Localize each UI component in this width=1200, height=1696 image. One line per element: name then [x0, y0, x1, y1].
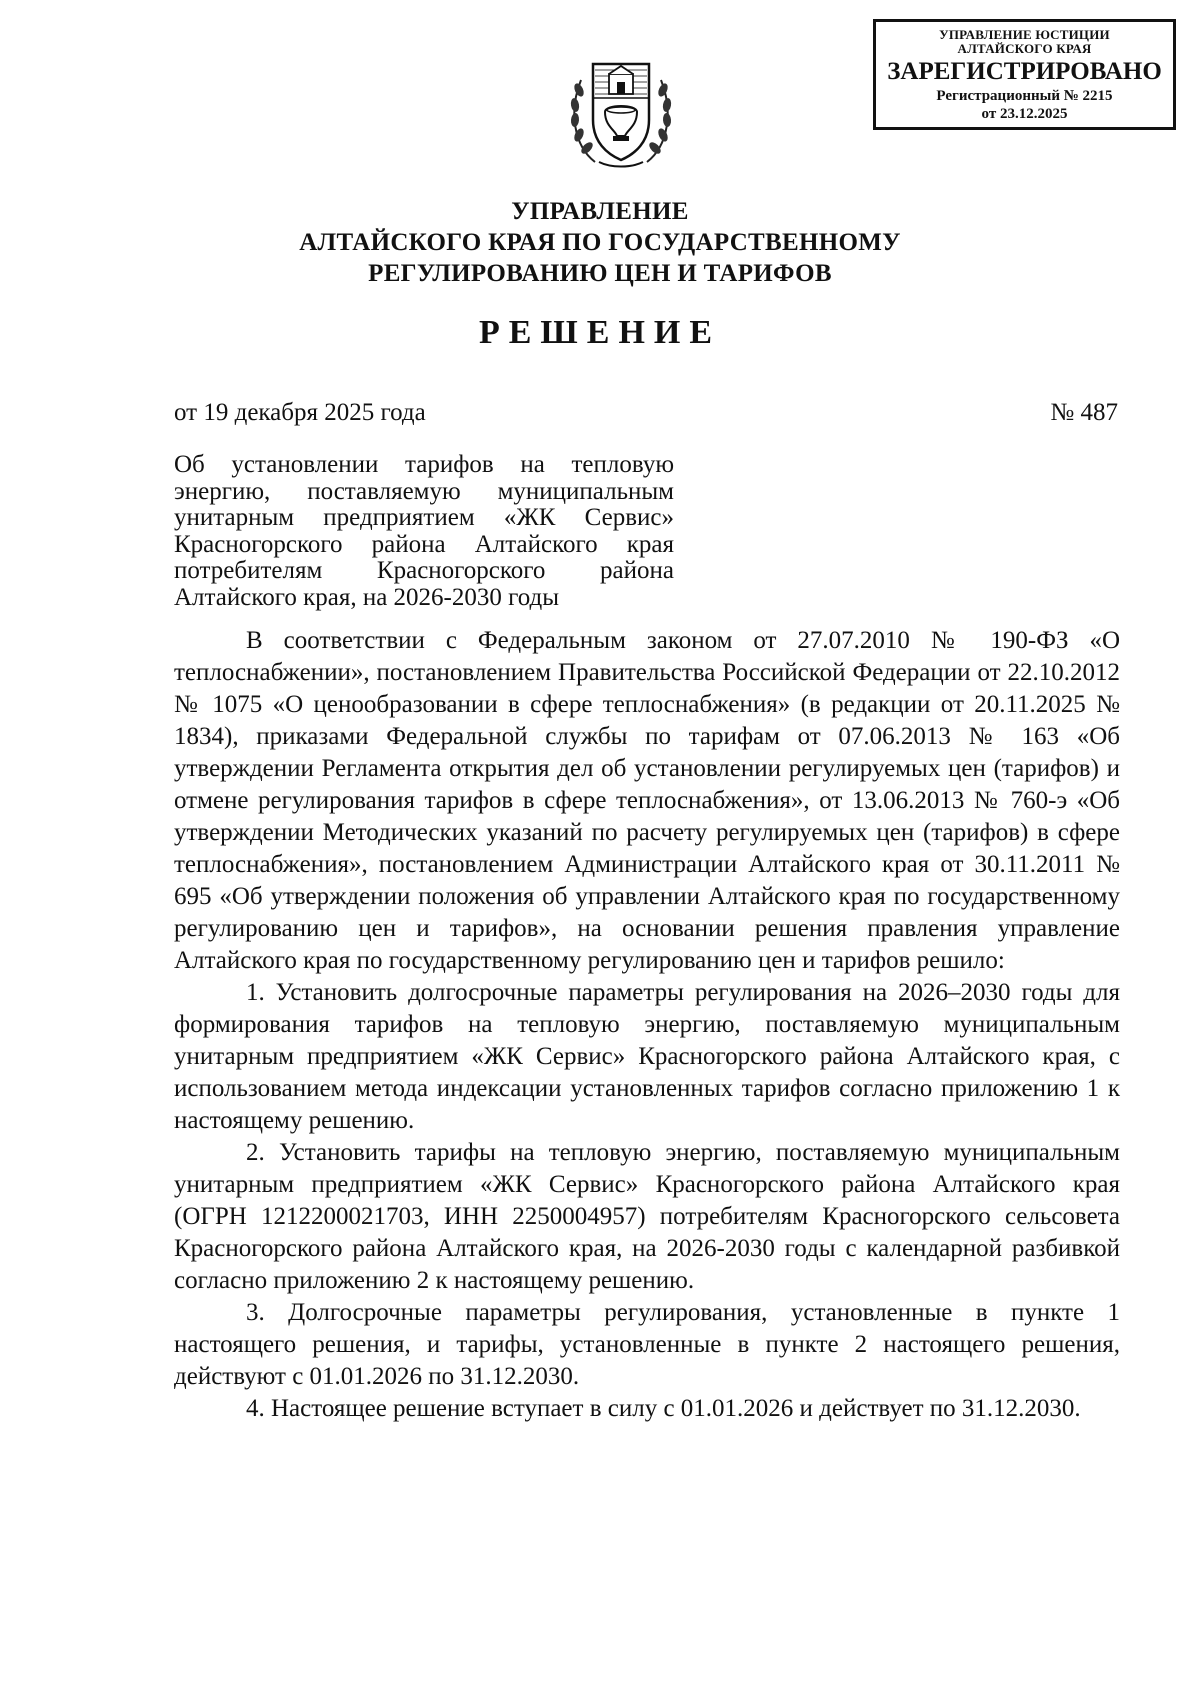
body-item-1: 1. Установить долгосрочные параметры регулирования на 2026–2030 годы для формирования тарифов на тепловую энергию, поставляемую муниципальным унитарным предприятием «ЖК Сервис» Красногорского района Алтайского края, с использованием метода индексации установленных тарифов согласно приложению 1 к настоящему решению. — [174, 979, 1120, 1134]
document-body — [174, 625, 1120, 1425]
altai-krai-coat-of-arms-icon — [565, 50, 677, 172]
issuing-authority-header — [250, 196, 950, 289]
document-date: от 19 декабря 2025 года — [174, 399, 426, 426]
stamp-organization: УПРАВЛЕНИЕ ЮСТИЦИИ АЛТАЙСКОГО КРАЯ — [939, 27, 1110, 56]
header-line-2: АЛТАЙСКОГО КРАЯ ПО ГОСУДАРСТВЕННОМУ — [299, 229, 901, 256]
registration-stamp — [873, 19, 1176, 130]
document-subject: Об установлении тарифов на тепловую энергию, поставляемую муниципальным унитарным предприятием «ЖК Сервис» Красногорского района Алтайского края потребителям Красногорского района Алтайского края, на 2026-2030 годы — [174, 451, 674, 611]
body-preamble: В соответствии с Федеральным законом от 27.07.2010 № 190-ФЗ «О теплоснабжении», постановлением Правительства Российской Федерации от 22.10.2012 № 1075 «О ценообразовании в сфере теплоснабжения» (в редакции от 20.11.2025 № 1834), приказами Федеральной службы по тарифам от 07.06.2013 № 163 «Об утверждении Регламента открытия дел об установлении регулируемых цен (тарифов) и отмене регулирования тарифов в сфере теплоснабжения», от 13.06.2013 № 760-э «Об утверждении Методических указаний по расчету регулируемых цен (тарифов) в сфере теплоснабжения», постановлением Администрации Алтайского края от 30.11.2011 № 695 «Об утверждении положения об управлении Алтайского края по государственному регулированию цен и тарифов», на основании решения правления управление Алтайского края по государственному регулированию цен и тарифов решило: — [174, 627, 1120, 974]
body-item-4: 4. Настоящее решение вступает в силу с 01.01.2026 и действует по 31.12.2030. — [246, 1395, 1081, 1422]
body-item-2: 2. Установить тарифы на тепловую энергию, поставляемую муниципальным унитарным предприятием «ЖК Сервис» Красногорского района Алтайского края (ОГРН 1212200021703, ИНН 2250004957) потребителям Красногорского сельсовета Красногорского района Алтайского края, на 2026-2030 годы с календарной разбивкой согласно приложению 2 к настоящему решению. — [174, 1139, 1120, 1294]
stamp-status: ЗАРЕГИСТРИРОВАНО — [887, 58, 1162, 85]
header-line-1: УПРАВЛЕНИЕ — [511, 198, 689, 225]
stamp-registration-number: Регистрационный № 2215 — [936, 88, 1113, 104]
stamp-date: от 23.12.2025 — [981, 106, 1068, 122]
header-line-3: РЕГУЛИРОВАНИЮ ЦЕН И ТАРИФОВ — [368, 260, 832, 287]
body-item-3: 3. Долгосрочные параметры регулирования, установленные в пункте 1 настоящего решения, и тарифы, установленные в пункте 2 настоящего решения, действуют с 01.01.2026 по 31.12.2030. — [174, 1299, 1120, 1390]
document-type-title: РЕШЕНИЕ — [478, 314, 722, 351]
document-number: № 487 — [1050, 399, 1118, 426]
